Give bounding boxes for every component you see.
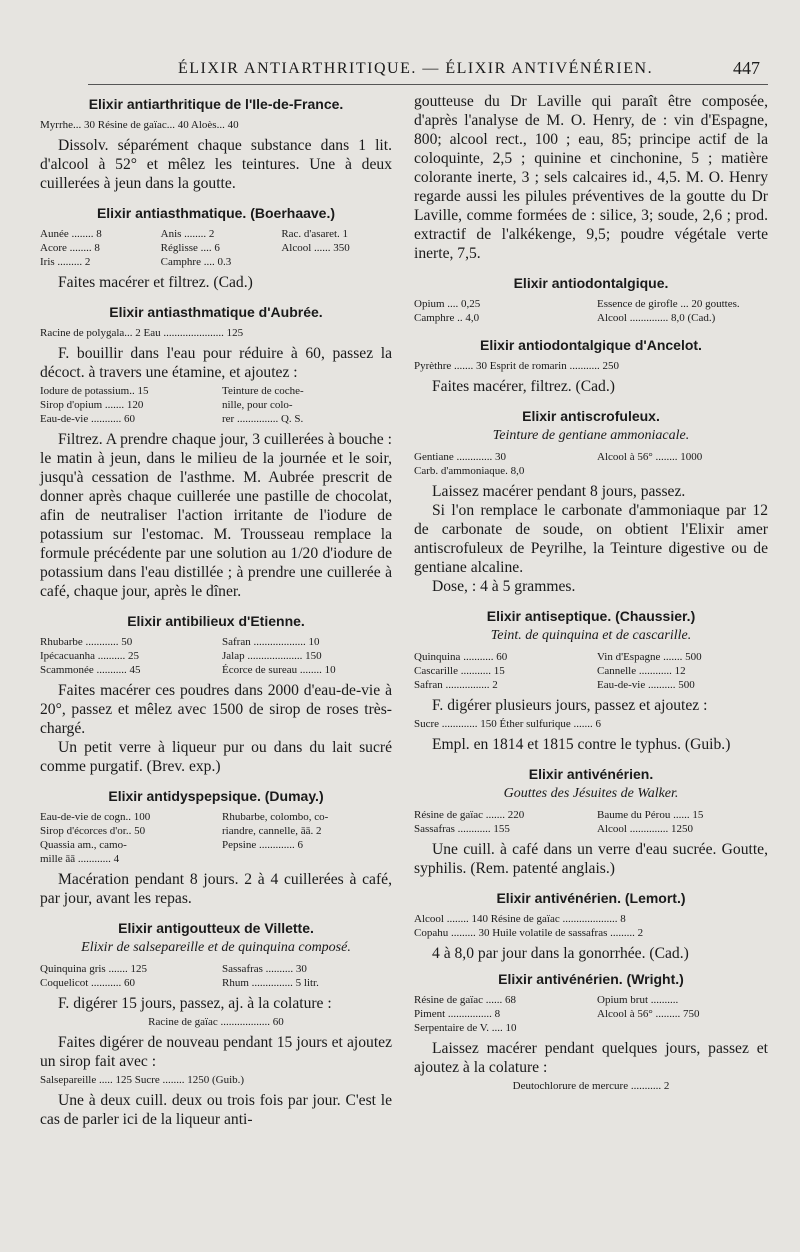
ingredient-cell: Camphre .. 4,0 (414, 312, 480, 324)
ingredient-cell: Opium .... 0,25 (414, 298, 481, 310)
ingredient-cell: Quinquina ........... 60 (414, 651, 508, 663)
section-subtitle: Gouttes des Jésuites de Walker. (503, 786, 679, 801)
paragraph: F. digérer 15 jours, passez, aj. à la colature : (58, 995, 332, 1012)
ingredient-cell: Pepsine ............. 6 (222, 839, 303, 851)
ingredient-cell: Alcool ...... 350 (281, 242, 350, 254)
ingredient-cell (222, 852, 392, 866)
paragraph: F. digérer plusieurs jours, passez et ajoutez : (432, 697, 708, 714)
ingredient-cell: Eau-de-vie ........... 60 (40, 413, 135, 425)
ingredient-cell: Cannelle ............ 12 (597, 665, 686, 677)
right-column (414, 92, 768, 1097)
ingredient-cell: Iodure de potassium.. 15 (40, 385, 149, 397)
ingredient-table (40, 227, 392, 269)
section-subtitle: Teinture de gentiane ammoniacale. (492, 428, 690, 443)
paragraph: Faites macérer et filtrez. (Cad.) (58, 274, 253, 291)
ingredient-cell: Résine de gaïac ....... 220 (414, 809, 525, 821)
paragraph: Laissez macérer pendant quelques jours, passez et ajoutez à la colature : (414, 1040, 768, 1076)
running-title: ÉLIXIR ANTIARTHRITIQUE. — ÉLIXIR ANTIVÉNÉRIEN. (178, 60, 654, 77)
ingredient-line: Sucre ............. 150 Éther sulfurique ....... 6 (414, 718, 601, 730)
section-heading: Elixir antiodontalgique. (513, 275, 669, 291)
ingredient-cell: Camphre .... 0.3 (160, 256, 232, 268)
ingredient-cell: Sirop d'écorces d'or.. 50 (40, 825, 146, 837)
section-subtitle: Elixir de salsepareille et de quinquina composé. (81, 940, 351, 955)
ingredient-cell: Piment ................ 8 (414, 1008, 501, 1020)
section-heading: Elixir antigoutteux de Villette. (118, 920, 314, 936)
ingredient-cell: Vin d'Espagne ....... 500 (597, 651, 702, 663)
ingredient-cell: Serpentaire de V. .... 10 (414, 1022, 517, 1034)
ingredient-cell (597, 464, 768, 478)
ingredient-cell: Anis ........ 2 (160, 228, 215, 240)
ingredient-table (40, 384, 392, 426)
ingredient-table (414, 650, 768, 692)
paragraph: Une cuill. à café dans un verre d'eau sucrée. Goutte, syphilis. (Rem. patenté anglais.) (414, 841, 768, 877)
ingredient-line: Pyrèthre ....... 30 Esprit de romarin ........... 250 (414, 360, 619, 372)
ingredient-cell: Alcool .............. 8,0 (Cad.) (597, 312, 716, 324)
ingredient-cell: Rhubarbe, colombo, co- (222, 811, 329, 823)
ingredient-cell: Résine de gaïac ...... 68 (414, 994, 517, 1006)
paragraph: Empl. en 1814 et 1815 contre le typhus. (Guib.) (432, 736, 731, 753)
ingredient-cell: rer ............... Q. S. (222, 413, 304, 425)
paragraph: Une à deux cuill. deux ou trois fois par jour. C'est le cas de parler ici de la liqueur anti- (40, 1092, 392, 1128)
ingredient-table (40, 635, 392, 677)
ingredient-cell: Sirop d'opium ....... 120 (40, 399, 144, 411)
ingredient-cell (281, 255, 392, 269)
ingredient-cell (597, 1021, 768, 1035)
ingredient-cell: Cascarille ........... 15 (414, 665, 505, 677)
ingredient-line: Myrrhe... 30 Résine de gaïac... 40 Aloès... 40 (40, 119, 239, 131)
paragraph: F. bouillir dans l'eau pour réduire à 60, passez la décoct. à travers une étamine, et ajoutez : (40, 345, 392, 381)
paragraph: Si l'on remplace le carbonate d'ammoniaque par 12 de carbonate de soude, on obtient l'Elixir amer antiscrofuleux de Peyrilhe, la Teinture digestive ou de gentiane alcaline. (414, 502, 768, 576)
ingredient-cell: Coquelicot ........... 60 (40, 977, 136, 989)
section-heading: Elixir antivénérien. (Lemort.) (496, 890, 686, 906)
ingredient-cell: Baume du Pérou ...... 15 (597, 809, 704, 821)
section-heading: Elixir antiasthmatique. (Boerhaave.) (96, 205, 336, 221)
ingredient-cell: Aunée ........ 8 (40, 228, 102, 240)
ingredient-table (414, 808, 768, 836)
ingredient-cell: Sassafras .......... 30 (222, 963, 307, 975)
ingredient-cell: Eau-de-vie de cogn.. 100 (40, 811, 151, 823)
ingredient-cell: Eau-de-vie .......... 500 (597, 679, 695, 691)
ingredient-cell: nille, pour colo- (222, 399, 293, 411)
paragraph: 4 à 8,0 par jour dans la gonorrhée. (Cad.) (432, 945, 689, 962)
section-heading: Elixir antiseptique. (Chaussier.) (486, 608, 696, 624)
paragraph: Laissez macérer pendant 8 jours, passez. (432, 483, 686, 500)
ingredient-cell: Jalap .................... 150 (222, 650, 322, 662)
ingredient-table (40, 962, 392, 990)
section-heading: Elixir antiscrofuleux. (522, 408, 660, 424)
ingredient-cell: Rac. d'asaret. 1 (281, 228, 349, 240)
ingredient-line: Alcool ........ 140 Résine de gaïac .................... 8 (414, 913, 626, 925)
ingredient-cell: Sassafras ............ 155 (414, 823, 510, 835)
ingredient-line: Salsepareille ..... 125 Sucre ........ 1250 (Guib.) (40, 1074, 245, 1086)
section-heading: Elixir antiodontalgique d'Ancelot. (480, 337, 702, 353)
section-heading: Elixir antidyspepsique. (Dumay.) (108, 788, 324, 804)
ingredient-cell: Essence de girofle ... 20 gouttes. (597, 298, 740, 310)
page-number: 447 (733, 58, 760, 78)
ingredient-cell: Ipécacuanha .......... 25 (40, 650, 139, 662)
ingredient-cell: Alcool à 56° ........ 1000 (597, 451, 703, 463)
ingredient-cell: Acore ........ 8 (40, 242, 100, 254)
ingredient-line: Copahu ......... 30 Huile volatile de sassafras ......... 2 (414, 927, 644, 939)
section-heading: Elixir antivénérien. (Wright.) (498, 971, 684, 987)
ingredient-table (414, 450, 768, 478)
ingredient-cell: Gentiane ............. 30 (414, 451, 506, 463)
ingredient-cell: Alcool à 56° ......... 750 (597, 1008, 700, 1020)
ingredient-cell: Iris ......... 2 (40, 256, 91, 268)
paragraph: Faites macérer ces poudres dans 2000 d'eau-de-vie à 20°, passez et mêlez avec 1500 de sirop de roses très-chargé. (40, 682, 392, 737)
ingredient-line: Racine de gaïac .................. 60 (148, 1016, 284, 1028)
section-heading: Elixir antiasthmatique d'Aubrée. (109, 304, 323, 320)
section-heading: Elixir antibilieux d'Etienne. (127, 613, 305, 629)
section-subtitle: Teint. de quinquina et de cascarille. (490, 628, 692, 643)
ingredient-table (414, 993, 768, 1035)
ingredient-cell: Quinquina gris ....... 125 (40, 963, 147, 975)
paragraph: Macération pendant 8 jours. 2 à 4 cuillerées à café, par jour, avant les repas. (40, 871, 392, 907)
ingredient-cell: Quassia am., camo- (40, 839, 127, 851)
running-header (88, 58, 768, 85)
paragraph: Dose, : 4 à 5 grammes. (432, 578, 576, 595)
ingredient-cell: Carb. d'ammoniaque. 8,0 (414, 465, 525, 477)
ingredient-cell: mille āā ............ 4 (40, 853, 120, 865)
ingredient-cell: Scammonée ........... 45 (40, 664, 141, 676)
ingredient-cell: riandre, cannelle, āā. 2 (222, 825, 322, 837)
section-heading: Elixir antiarthritique de l'Ile-de-France. (88, 96, 344, 112)
paragraph: Faites macérer, filtrez. (Cad.) (432, 378, 615, 395)
ingredient-cell: Alcool .............. 1250 (597, 823, 693, 835)
paragraph: Filtrez. A prendre chaque jour, 3 cuillerées à bouche : le matin à jeun, dans le milieu de la journée et le soir, jusqu'à cessation de l'asthme. M. Aubrée prescrit de donner après chaque cuillerée une pastille de chocolat, afin de neutraliser l'action irritante de l'iodure de potassium sur l'estomac. M. Trousseau remplace la formule précédente par une solution au 1/20 d'iodure de potassium dans l'eau distillée ; à prendre une cuillerée à café, chaque jour, après le dîner. (40, 431, 392, 600)
left-column (40, 92, 392, 1129)
paragraph: Dissolv. séparément chaque substance dans 1 lit. d'alcool à 52° et mêlez les teintures. Une à deux cuillerées à jeun dans la goutte. (40, 137, 392, 192)
ingredient-cell: Rhubarbe ............ 50 (40, 636, 133, 648)
paragraph: goutteuse du Dr Laville qui paraît être composée, d'après l'analyse de M. O. Henry, de : vin d'Espagne, 800; alcool rect., 100 ; eau, 85; principe actif de la coloquinte, 2,5 ; quinine et cinchonine, 5 ; matière colorante inerte, 3 ; sels calcaires id., 4,5. M. O. Henry regarde aussi les pilules préventives de la goutte du Dr Laville, comme formées de : silice, 3; soude, 2,6 ; prod. extractif de l'alkékenge, 9,5; poudre végétale verte inerte, 7,5. (414, 93, 768, 262)
ingredient-cell: Safran ................ 2 (414, 679, 498, 691)
paragraph: Un petit verre à liqueur pur ou dans du lait sucré comme purgatif. (Brev. exp.) (40, 739, 392, 775)
ingredient-cell: Opium brut .......... (597, 994, 679, 1006)
paragraph: Faites digérer de nouveau pendant 15 jours et ajoutez un sirop fait avec : (40, 1034, 392, 1070)
ingredient-cell: Safran ................... 10 (222, 636, 320, 648)
ingredient-cell: Teinture de coche- (222, 385, 304, 397)
ingredient-line: Racine de polygala... 2 Eau ...................... 125 (40, 327, 244, 339)
ingredient-cell: Écorce de sureau ........ 10 (222, 664, 336, 676)
ingredient-table (40, 810, 392, 866)
ingredient-table (414, 297, 768, 325)
ingredient-cell: Réglisse .... 6 (160, 242, 220, 254)
ingredient-cell: Rhum ............... 5 litr. (222, 977, 319, 989)
section-heading: Elixir antivénérien. (528, 766, 654, 782)
ingredient-line: Deutochlorure de mercure ........... 2 (512, 1080, 670, 1092)
